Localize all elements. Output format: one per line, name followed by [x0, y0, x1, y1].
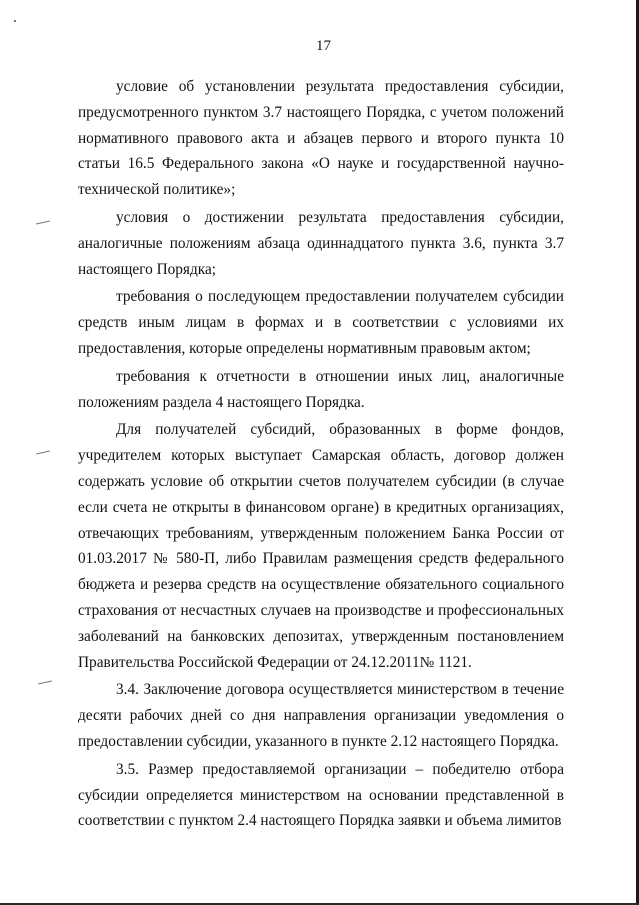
paragraph: требования о последующем предоставлении получателем субсидии средств иным лицам в формах и в соответствии с условиями их предоставления, которые определены нормативным правовым актом; — [78, 288, 568, 357]
scan-speck — [36, 451, 50, 455]
page-number: 17 — [316, 38, 331, 54]
scan-speck — [14, 20, 16, 22]
scan-speck — [38, 681, 52, 685]
paragraph: 3.4. Заключение договора осуществляется министерством в течение десяти рабочих дней со дня направления организации уведомления о предоставлении субсидии, указанного в пункте 2.12 настоящего Порядка. — [78, 681, 568, 750]
document-body — [78, 74, 568, 834]
paragraph: Для получателей субсидий, образованных в форме фондов, учредителем которых выступает Самарская область, договор должен содержать условие об открытии счетов получателем субсидии (в случае если счета не открыты в финансовом органе) в кредитных организациях, отвечающих требованиям, утвержденным положением Банка России от 01.03.2017 № 580-П, либо Правилам размещения средств федерального бюджета и резерва средств на осуществление обязательного социального страхования от несчастных случаев на производстве и профессиональных заболеваний на банковских депозитах, утвержденным постановлением Правительства Российской Федерации от 24.12.2011№ 1121. — [78, 421, 568, 671]
paragraph: условие об установлении результата предоставления субсидии, предусмотренного пунктом 3.7 настоящего Порядка, с учетом положений нормативного правового акта и абзацев первого и второго пункта 10 статьи 16.5 Федерального закона «О науке и государственной научно-технической политике»; — [78, 78, 568, 199]
paragraph: требования к отчетности в отношении иных лиц, аналогичные положениям раздела 4 настоящего Порядка. — [78, 367, 568, 411]
paragraph: 3.5. Размер предоставляемой организации – победителю отбора субсидии определяется министерством на основании представленной в соответствии с пунктом 2.4 настоящего Порядка заявки и объема лимитов — [78, 760, 568, 830]
scan-speck — [36, 221, 50, 225]
paragraph: условия о достижении результата предоставления субсидии, аналогичные положениям абзаца одиннадцатого пункта 3.6, пункта 3.7 настоящего Порядка; — [78, 208, 568, 278]
